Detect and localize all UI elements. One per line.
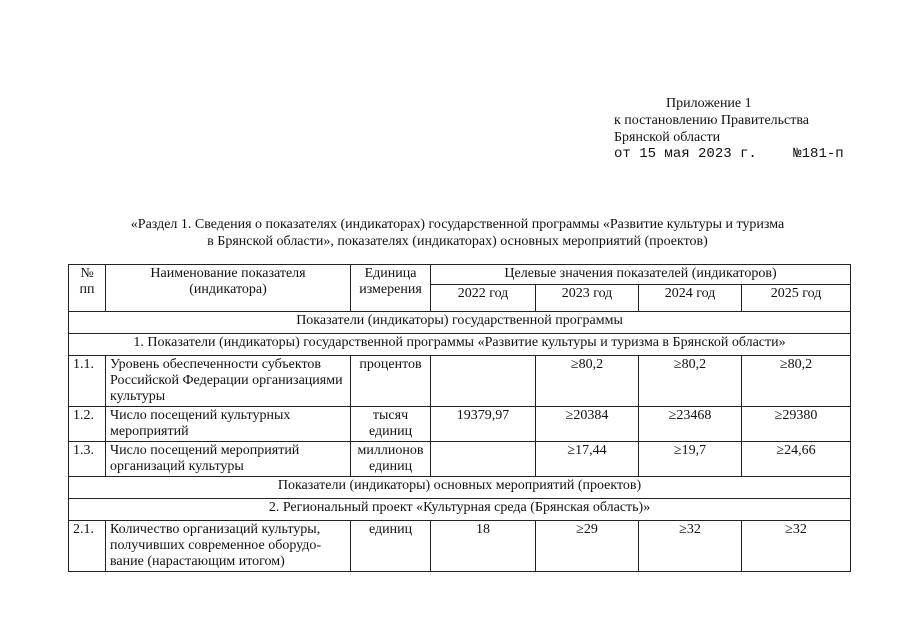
document-number: №181-п [793,146,844,162]
header-year: 2025 год [742,285,851,312]
row-value: ≥32 [639,521,742,572]
row-unit: процентов [351,356,431,407]
header-year: 2024 год [639,285,742,312]
appendix-title: Приложение 1 [666,96,752,111]
section-heading [60,216,855,250]
row-unit: миллионов единиц [351,442,431,477]
row-value: ≥80,2 [536,356,639,407]
row-name: Число посещений мероприятий организаций культуры [106,442,351,477]
section2-subtitle: 2. Региональный проект «Культурная среда (Брянская область)» [69,499,851,521]
section-row [69,499,851,521]
row-name: Количество организаций культуры, получивших современное оборудо-вание (нарастающим итогом) [106,521,351,572]
header-name: Наименование показателя (индикатора) [106,265,351,312]
row-value: ≥17,44 [536,442,639,477]
section-row [69,477,851,499]
row-value: ≥19,7 [639,442,742,477]
appendix-line3: Брянской области [614,130,721,145]
row-name: Уровень обеспеченности субъектов Российской Федерации организациями культуры [106,356,351,407]
header-year: 2023 год [536,285,639,312]
row-num: 1.1. [69,356,106,407]
row-num: 2.1. [69,521,106,572]
table-row [69,407,851,442]
row-value [431,442,536,477]
row-value: ≥29 [536,521,639,572]
row-value [431,356,536,407]
row-value: ≥24,66 [742,442,851,477]
header-targets: Целевые значения показателей (индикаторов) [431,265,851,285]
header-num: № пп [69,265,106,312]
section1-subtitle: 1. Показатели (индикаторы) государственной программы «Развитие культуры и туризма в Брянской области» [69,334,851,356]
row-value: ≥29380 [742,407,851,442]
row-unit: тысяч единиц [351,407,431,442]
appendix-date-line [614,146,844,163]
row-value: 19379,97 [431,407,536,442]
indicators-table [68,264,851,572]
row-value: ≥32 [742,521,851,572]
date-prefix: от [614,146,631,162]
header-unit: Единица измерения [351,265,431,312]
row-value: ≥20384 [536,407,639,442]
appendix-line2: к постановлению Правительства [614,113,810,128]
row-value: ≥80,2 [742,356,851,407]
row-value: ≥23468 [639,407,742,442]
row-value: 18 [431,521,536,572]
table-row [69,356,851,407]
heading-line1: «Раздел 1. Сведения о показателях (индикаторах) государственной программы «Развитие культуры и туризма [130,217,785,232]
row-name: Число посещений культурных мероприятий [106,407,351,442]
heading-line2: в Брянской области», показателях (индикаторах) основных мероприятий (проектов) [207,234,708,249]
table-row [69,442,851,477]
section-row [69,334,851,356]
row-num: 1.2. [69,407,106,442]
table-row [69,521,851,572]
row-value: ≥80,2 [639,356,742,407]
row-unit: единиц [351,521,431,572]
date-value: 15 мая 2023 г. [639,146,757,162]
row-num: 1.3. [69,442,106,477]
section1-title: Показатели (индикаторы) государственной программы [69,312,851,334]
section2-title: Показатели (индикаторы) основных мероприятий (проектов) [69,477,851,499]
table-header-row [69,265,851,285]
appendix-block [614,95,844,163]
section-row [69,312,851,334]
header-year: 2022 год [431,285,536,312]
